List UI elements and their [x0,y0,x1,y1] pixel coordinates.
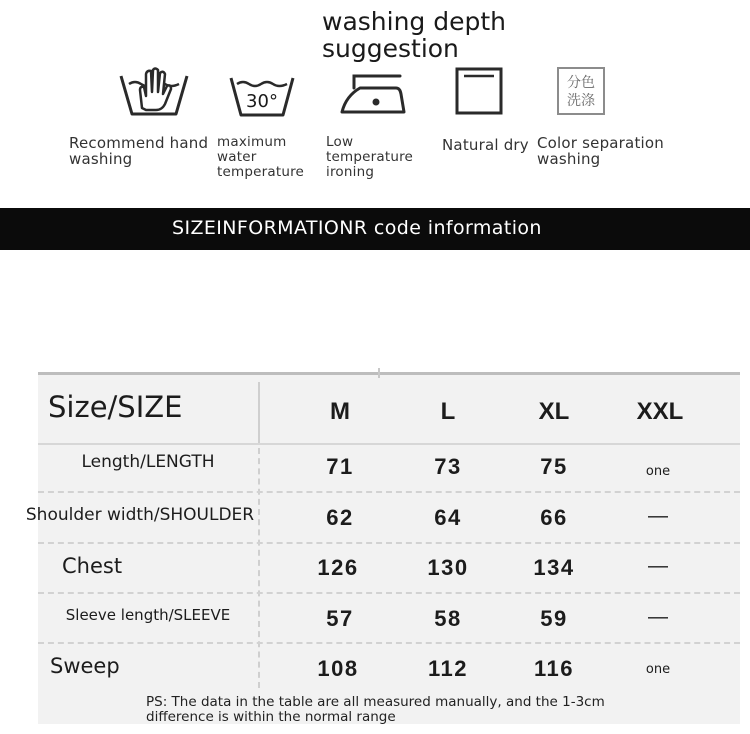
row-label-length: Length/LENGTH [81,452,215,472]
page-title: washing depth suggestion [322,7,507,63]
table-cell: 64 [434,505,462,530]
row-label-sleeve: Sleeve length/SLEEVE [65,606,231,624]
table-cell: 57 [326,606,354,631]
table-cell: — [648,555,668,577]
max-30-water-temperature-icon [228,72,296,118]
care-label-hand-wash: Recommend hand washing [69,134,209,168]
low-temperature-iron-icon [340,72,406,118]
table-cell: 134 [533,555,575,580]
table-cell: one [645,662,671,677]
table-cell: 116 [534,656,574,681]
table-cell: one [645,464,671,479]
table-top-rule [38,372,740,375]
table-row-rule [38,491,740,493]
banner-title: SIZEINFORMATIONR code information [172,217,542,239]
table-cell: 62 [326,505,354,530]
table-cell: 59 [540,606,568,631]
icon-text-top: 分色 [567,75,595,91]
table-cell: 126 [317,555,359,580]
table-cell: 130 [427,555,469,580]
size-header-label: Size/SIZE [48,390,183,424]
table-top-tick [378,368,380,378]
table-cell: — [648,505,668,527]
table-row-rule [38,542,740,544]
icon-temperature-text: 30° [246,91,278,112]
size-header-xl: XL [538,398,570,425]
care-label-max-temperature: maximum water temperature [217,134,305,180]
size-header-l: L [440,398,456,425]
row-label-chest: Chest [62,554,123,578]
table-cell: 66 [540,505,568,530]
care-label-low-iron: Low temperature ironing [326,134,414,180]
table-cell: 108 [317,656,359,681]
size-header-xxl: XXL [636,398,684,425]
table-column-divider [258,448,260,688]
measurement-note: PS: The data in the table are all measured manually, and the 1-3cm difference is within the normal range [146,694,605,725]
table-cell: 73 [434,454,462,479]
table-cell: 71 [326,454,354,479]
table-header-divider [258,382,260,444]
care-label-natural-dry: Natural dry [442,136,529,154]
color-separation-wash-icon [556,66,606,116]
row-label-sweep: Sweep [50,654,120,678]
table-row-rule [38,592,740,594]
table-cell: 58 [434,606,462,631]
hand-wash-icon [118,64,190,118]
table-cell: 112 [428,656,468,681]
table-cell: — [648,606,668,628]
size-header-m: M [330,398,350,425]
table-header-rule [38,443,740,445]
natural-dry-icon [454,66,504,116]
size-information-banner [0,208,750,250]
table-row-rule [38,642,740,644]
icon-text-bottom: 洗涤 [567,93,595,109]
table-cell: 75 [540,454,568,479]
row-label-shoulder: Shoulder width/SHOULDER [25,505,255,525]
care-label-color-separation: Color separation washing [537,134,664,168]
